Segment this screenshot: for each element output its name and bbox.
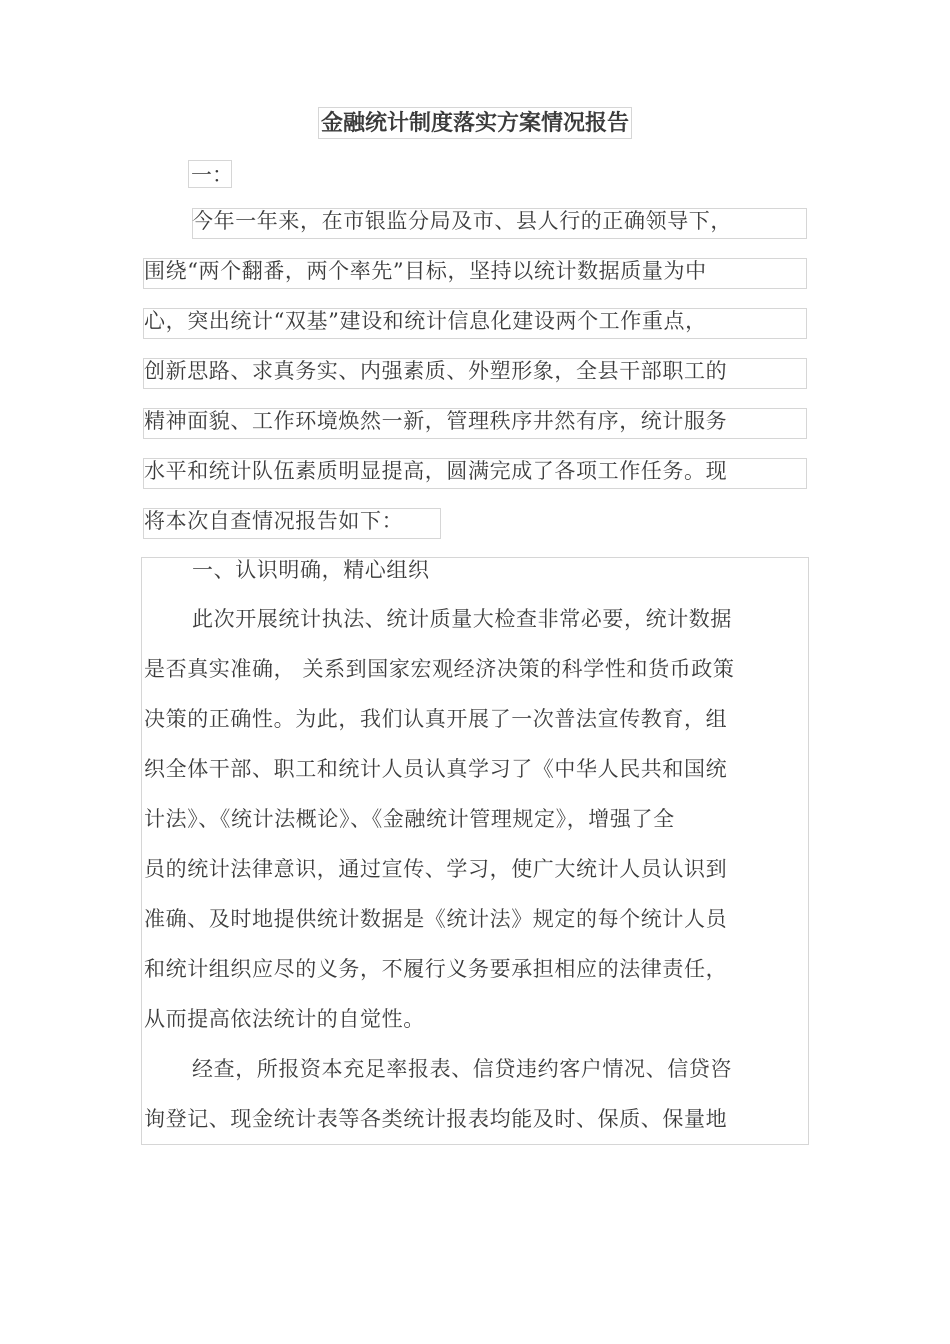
body-line: 决策的正确性。为此，我们认真开展了一次普法宣传教育，组 bbox=[144, 707, 728, 731]
intro-line: 围绕“两个翻番，两个率先”目标，坚持以统计数据质量为中 bbox=[144, 259, 707, 283]
intro-line: 将本次自查情况报告如下： bbox=[144, 509, 404, 533]
intro-line: 水平和统计队伍素质明显提高，圆满完成了各项工作任务。现 bbox=[144, 459, 728, 483]
subheading: 一、认识明确，精心组织 bbox=[192, 558, 430, 582]
body-line: 经查，所报资本充足率报表、信贷违约客户情况、信贷咨 bbox=[192, 1057, 732, 1081]
body-line: 从而提高依法统计的自觉性。 bbox=[144, 1007, 425, 1031]
body-line: 询登记、现金统计表等各类统计报表均能及时、保质、保量地 bbox=[144, 1107, 728, 1131]
body-line: 是否真实准确， 关系到国家宏观经济决策的科学性和货币政策 bbox=[144, 657, 735, 681]
intro-line: 心，突出统计“双基”建设和统计信息化建设两个工作重点， bbox=[144, 309, 707, 333]
intro-line: 今年一年来，在市银监分局及市、县人行的正确领导下， bbox=[192, 209, 732, 233]
body-line: 和统计组织应尽的义务，不履行义务要承担相应的法律责任， bbox=[144, 957, 728, 981]
body-line: 此次开展统计执法、统计质量大检查非常必要，统计数据 bbox=[192, 607, 732, 631]
section-label: 一： bbox=[188, 160, 232, 188]
body-line: 织全体干部、职工和统计人员认真学习了《中华人民共和国统 bbox=[144, 757, 728, 781]
body-line: 计法》、《统计法概论》、《金融统计管理规定》，增强了全 bbox=[144, 807, 675, 831]
intro-line: 精神面貌、工作环境焕然一新，管理秩序井然有序，统计服务 bbox=[144, 409, 728, 433]
intro-line: 创新思路、求真务实、内强素质、外塑形象，全县干部职工的 bbox=[144, 359, 728, 383]
document-title: 金融统计制度落实方案情况报告 bbox=[318, 107, 632, 139]
body-line: 员的统计法律意识，通过宣传、学习，使广大统计人员认识到 bbox=[144, 857, 728, 881]
body-line: 准确、及时地提供统计数据是《统计法》规定的每个统计人员 bbox=[144, 907, 728, 931]
